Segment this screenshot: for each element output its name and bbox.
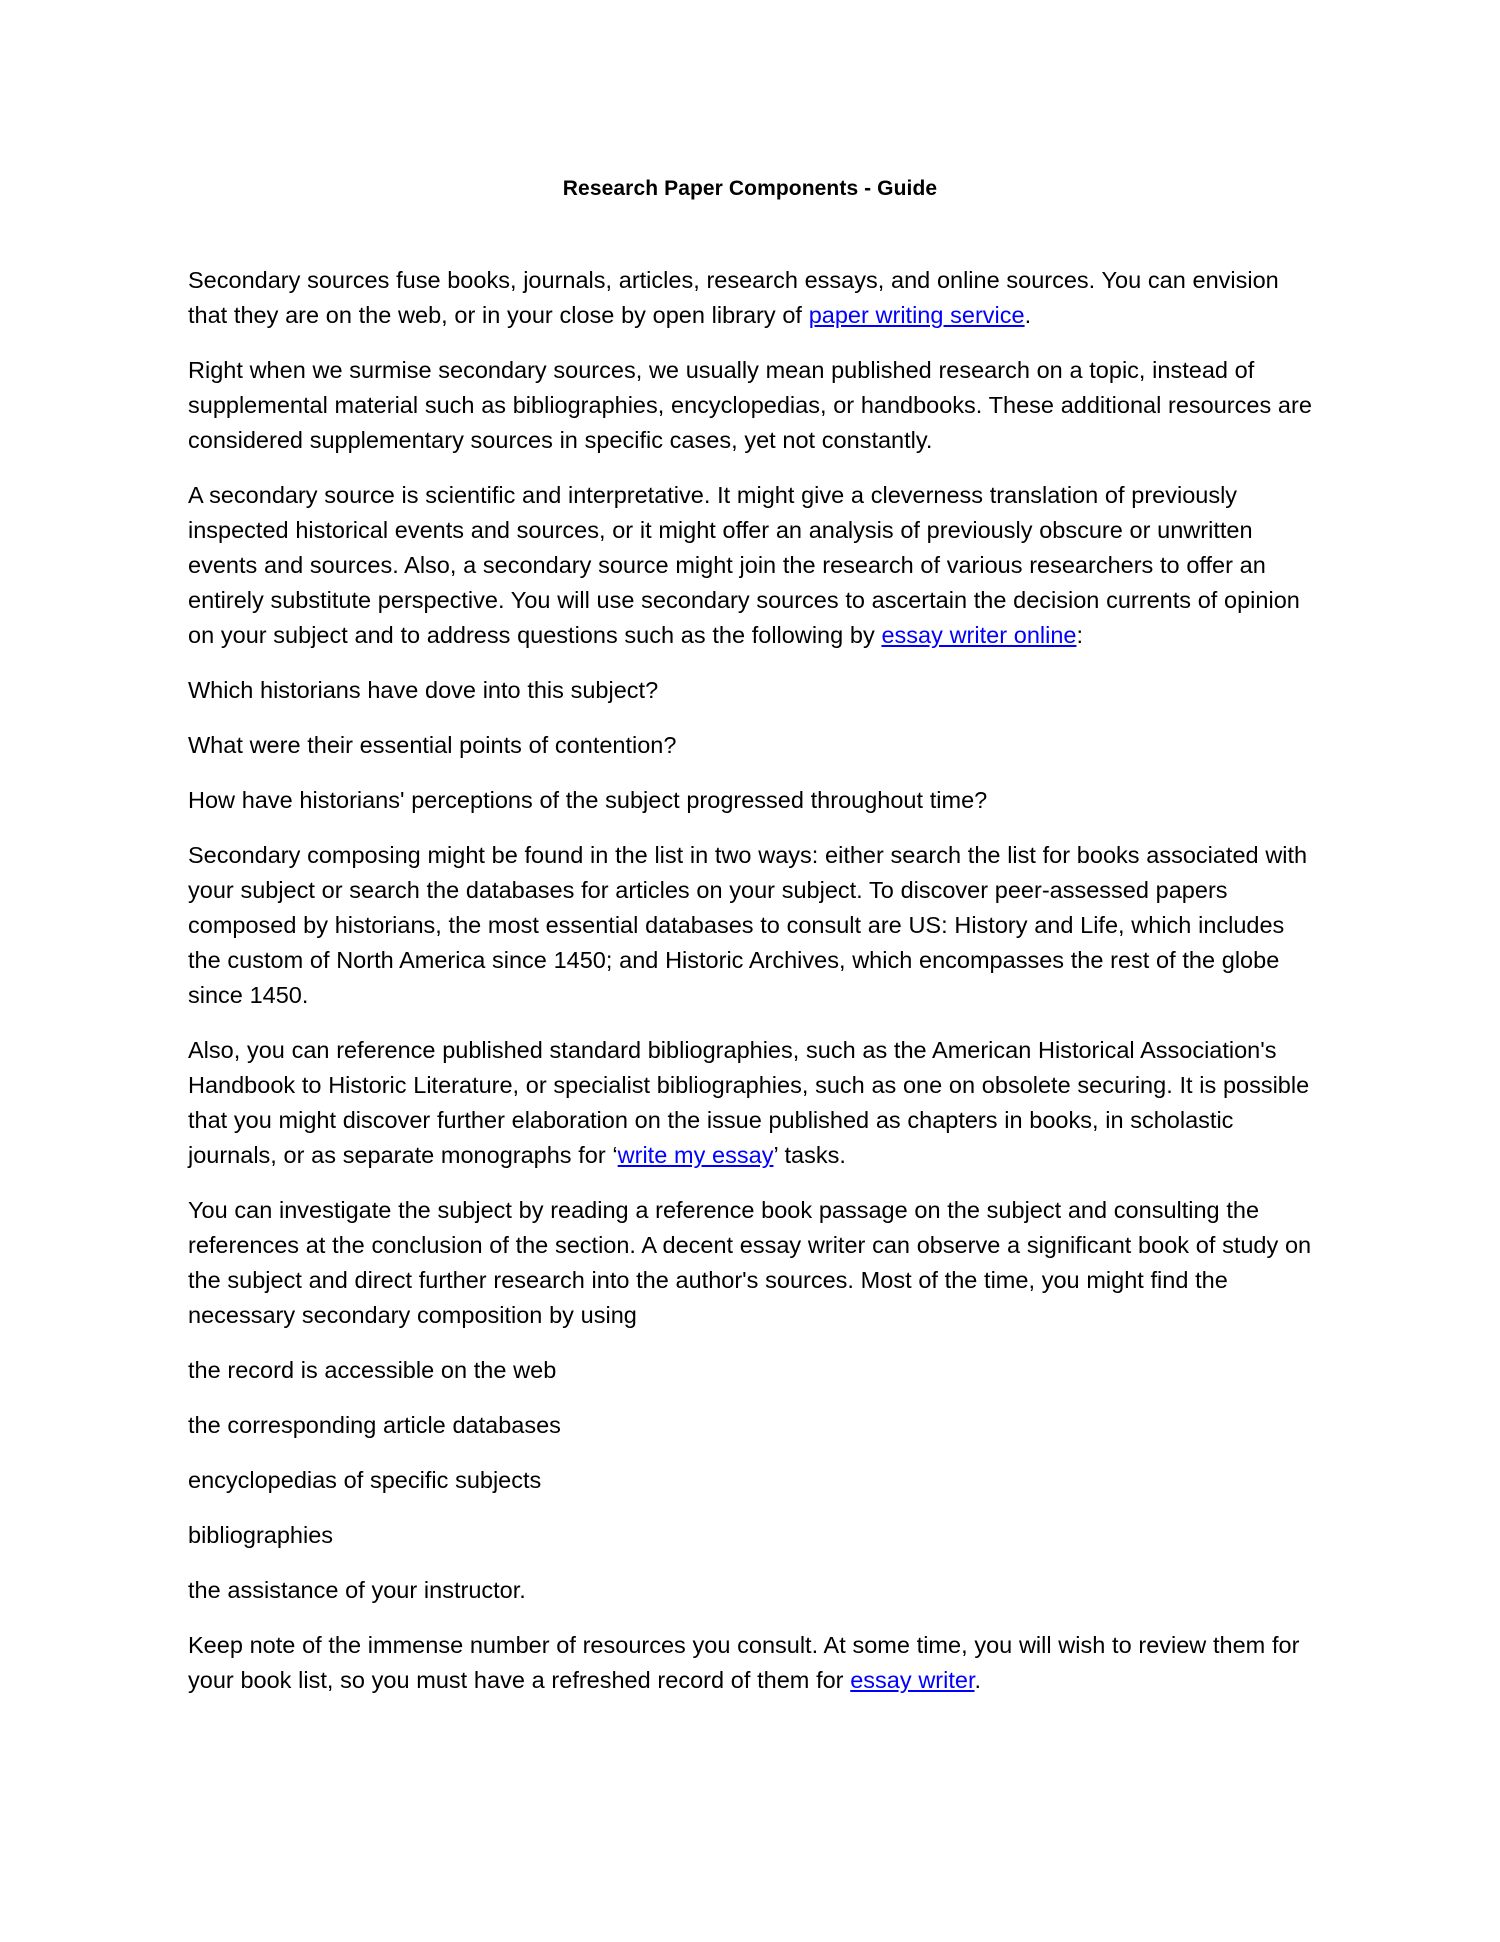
paragraph-intro-text-b: . — [1024, 302, 1032, 329]
list-item-article-databases: the corresponding article databases — [188, 1412, 561, 1439]
paragraph-published-bibliographies-text-a: Also, you can reference published standard bibliographies, such as the American Historical Association's Handbook to Historic Literature, or specialist bibliographies, such as one on obsolete securing. It is possible that you might discover further elaboration on the issue published as chapters in books, in scholastic journals, or as separate monographs for ‘ — [188, 1037, 1310, 1169]
paragraph-published-bibliographies — [188, 1033, 1312, 1173]
paragraph-intro-text-a: Secondary sources fuse books, journals, articles, research essays, and online sources. You can envision that they are on the web, or in your close by open library of — [188, 267, 1279, 329]
list-item-instructor-assistance: the assistance of your instructor. — [188, 1577, 526, 1604]
list-item-record-on-web: the record is accessible on the web — [188, 1357, 557, 1384]
document-body — [188, 201, 1312, 1698]
link-paper-writing-service[interactable]: paper writing service — [808, 302, 1025, 329]
page-title: Research Paper Components - Guide — [562, 177, 938, 200]
question-points-of-contention: What were their essential points of contention? — [188, 732, 677, 759]
link-essay-writer[interactable]: essay writer — [850, 1667, 975, 1694]
question-historians-dove: Which historians have dove into this subject? — [188, 677, 659, 704]
question-perceptions-progressed: How have historians' perceptions of the subject progressed throughout time? — [188, 787, 988, 814]
paragraph-keep-note-resources — [188, 1628, 1312, 1698]
paragraph-secondary-source-text-a: A secondary source is scientific and interpretative. It might give a cleverness translation of previously inspected historical events and sources, or it might offer an analysis of previously obscure or unwritten events and sources. Also, a secondary source might join the research of various researchers to offer an entirely substitute perspective. You will use secondary sources to ascertain the decision currents of opinion on your subject and to address questions such as the following by — [188, 482, 1300, 649]
list-item-bibliographies: bibliographies — [188, 1522, 334, 1549]
paragraph-published-bibliographies-text-b: ’ tasks. — [773, 1142, 846, 1169]
paragraph-secondary-composing-databases: Secondary composing might be found in the list in two ways: either search the list for books associated with your subject or search the databases for articles on your subject. To discover peer-assessed papers composed by historians, the most essential databases to consult are US: History and Life, which includes the custom of North America since 1450; and Historic Archives, which encompasses the rest of the globe since 1450. — [188, 842, 1308, 1009]
paragraph-surmise-secondary-sources: Right when we surmise secondary sources, we usually mean published research on a topic, instead of supplemental material such as bibliographies, encyclopedias, or handbooks. These additional resources are considered supplementary sources in specific cases, yet not constantly. — [188, 357, 1312, 454]
paragraph-keep-note-text-b: . — [974, 1667, 982, 1694]
link-essay-writer-online[interactable]: essay writer online — [881, 622, 1077, 649]
paragraph-keep-note-text-a: Keep note of the immense number of resources you consult. At some time, you will wish to review them for your book list, so you must have a refreshed record of them for — [188, 1632, 1300, 1694]
list-item-encyclopedias: encyclopedias of specific subjects — [188, 1467, 542, 1494]
paragraph-intro — [188, 263, 1312, 333]
paragraph-secondary-source-definition — [188, 478, 1312, 653]
paragraph-secondary-source-text-b: : — [1076, 622, 1084, 649]
link-write-my-essay[interactable]: write my essay — [617, 1142, 774, 1169]
paragraph-investigate-subject: You can investigate the subject by reading a reference book passage on the subject and consulting the references at the conclusion of the section. A decent essay writer can observe a significant book of study on the subject and direct further research into the author's sources. Most of the time, you might find the necessary secondary composition by using — [188, 1197, 1312, 1329]
